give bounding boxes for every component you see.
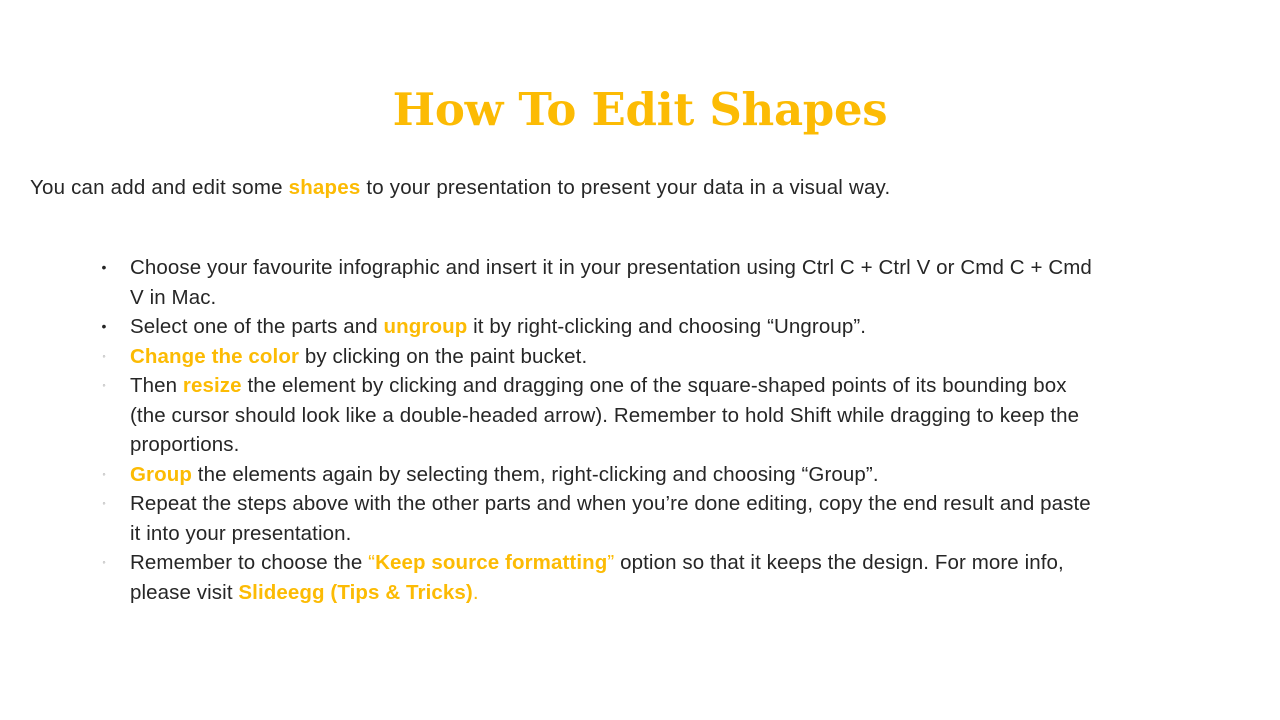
step-text: it by right-clicking and choosing “Ungroup”.	[467, 315, 867, 338]
highlight-text: Slideegg (Tips & Tricks)	[238, 580, 473, 604]
list-item	[98, 342, 1098, 372]
intro-paragraph	[30, 173, 1250, 203]
highlight-text: ungroup	[383, 315, 468, 338]
intro-text-after: to your presentation to present your data in a visual way.	[360, 176, 891, 199]
bullet-icon: •	[101, 259, 107, 275]
step-text: Remember to choose the	[130, 551, 369, 574]
step-text: .	[472, 580, 479, 604]
hollow-bullet-icon: ◦	[102, 468, 106, 479]
step-text: the elements again by selecting them, right-clicking and choosing “Group”.	[192, 462, 879, 486]
highlight-text: Keep source formatting	[375, 551, 608, 574]
hollow-bullet-icon: ◦	[102, 498, 106, 508]
list-item	[98, 548, 1098, 607]
highlight-text: resize	[182, 374, 242, 397]
list-item	[98, 460, 1098, 490]
intro-text-before: You can add and edit some	[30, 176, 289, 199]
intro-highlight-shapes: shapes	[288, 176, 361, 199]
steps-list	[98, 253, 1098, 607]
step-text: the element by clicking and dragging one of the square-shaped points of its bounding box (the cursor should look like a double-headed arrow). Remember to hold Shift while dragging to keep the proportions.	[130, 374, 1080, 456]
bullet-icon: •	[101, 318, 107, 334]
step-text: Repeat the steps above with the other parts and when you’re done editing, copy the end result and paste it into your presentation.	[130, 492, 1091, 545]
highlight-text: Change the color	[130, 344, 300, 368]
hollow-bullet-icon: ◦	[102, 557, 106, 567]
list-item	[98, 312, 1098, 342]
step-text: option so that it keeps the design. For more info, please visit	[130, 551, 1064, 604]
step-text: Choose your favourite infographic and insert it in your presentation using Ctrl C + Ctrl V or Cmd C + Cmd V in Mac.	[130, 256, 1092, 309]
step-text: Then	[130, 374, 183, 397]
highlight-text: Group	[130, 462, 192, 486]
hollow-bullet-icon: ◦	[102, 350, 106, 361]
step-text: Select one of the parts and	[130, 315, 384, 338]
list-item	[98, 371, 1098, 460]
step-text: “	[368, 551, 376, 574]
list-item	[98, 253, 1098, 312]
step-text: by clicking on the paint bucket.	[299, 344, 588, 368]
step-text: ”	[607, 551, 615, 574]
slide-title: How To Edit Shapes	[392, 83, 888, 136]
hollow-bullet-icon: ◦	[102, 380, 106, 390]
list-item	[98, 489, 1098, 548]
